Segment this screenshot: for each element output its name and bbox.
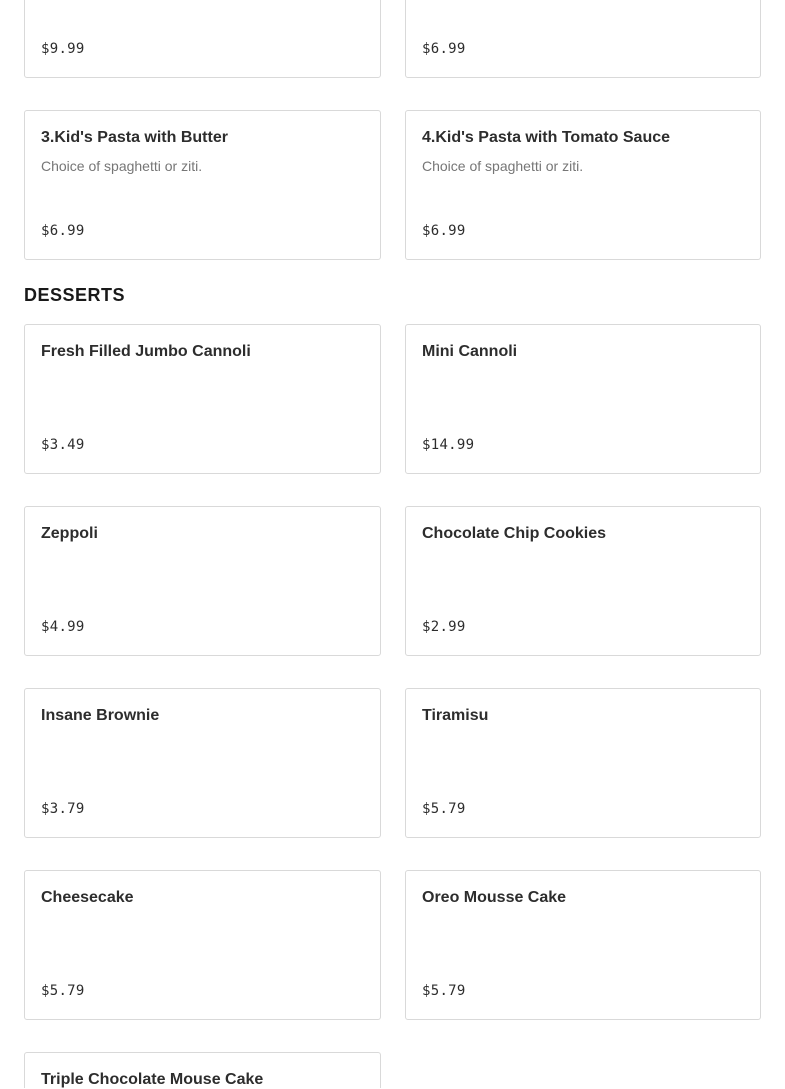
menu-item-name: Cheesecake (41, 889, 134, 906)
menu-item-description: Choice of spaghetti or ziti. (422, 158, 584, 174)
menu-item-price: $3.79 (41, 801, 85, 817)
section-title-desserts: DESSERTS (24, 285, 126, 305)
menu-item-card[interactable] (405, 506, 761, 656)
menu-item-name: 3.Kid's Pasta with Butter (41, 129, 228, 146)
menu-item-card[interactable] (24, 324, 381, 474)
menu-item-price: $5.79 (41, 983, 85, 999)
menu-item-price: $6.99 (422, 223, 466, 239)
menu-item-name: 4.Kid's Pasta with Tomato Sauce (422, 129, 671, 146)
menu-item-card[interactable] (24, 1052, 381, 1088)
menu-item-price: $5.79 (422, 801, 466, 817)
menu-item-card[interactable] (24, 870, 381, 1020)
menu-item-card[interactable] (405, 870, 761, 1020)
menu-item-price: $3.49 (41, 437, 85, 453)
menu-item-price: $9.99 (41, 41, 85, 57)
menu-item-card[interactable] (405, 324, 761, 474)
menu-item-card[interactable] (405, 688, 761, 838)
menu-item-card[interactable] (24, 0, 381, 78)
menu-item-name: Oreo Mousse Cake (422, 889, 567, 906)
menu-item-name: Fresh Filled Jumbo Cannoli (41, 343, 251, 360)
menu-item-name: Chocolate Chip Cookies (422, 525, 607, 542)
menu-item-name: Insane Brownie (41, 707, 160, 724)
menu-item-card[interactable] (24, 506, 381, 656)
menu-item-price: $6.99 (41, 223, 85, 239)
menu-item-name: Mini Cannoli (422, 343, 518, 360)
menu-item-price: $6.99 (422, 41, 466, 57)
menu-item-name: Triple Chocolate Mouse Cake (41, 1071, 264, 1088)
menu-item-card[interactable] (405, 0, 761, 78)
menu-item-price: $4.99 (41, 619, 85, 635)
menu-item-name: Tiramisu (422, 707, 489, 724)
menu-item-card[interactable] (24, 688, 381, 838)
menu-item-name: Zeppoli (41, 525, 98, 542)
menu-item-price: $5.79 (422, 983, 466, 999)
menu-item-card[interactable] (24, 110, 381, 260)
menu-item-description: Choice of spaghetti or ziti. (41, 158, 203, 174)
menu-item-price: $14.99 (422, 437, 475, 453)
menu-item-price: $2.99 (422, 619, 466, 635)
menu-item-card[interactable] (405, 110, 761, 260)
